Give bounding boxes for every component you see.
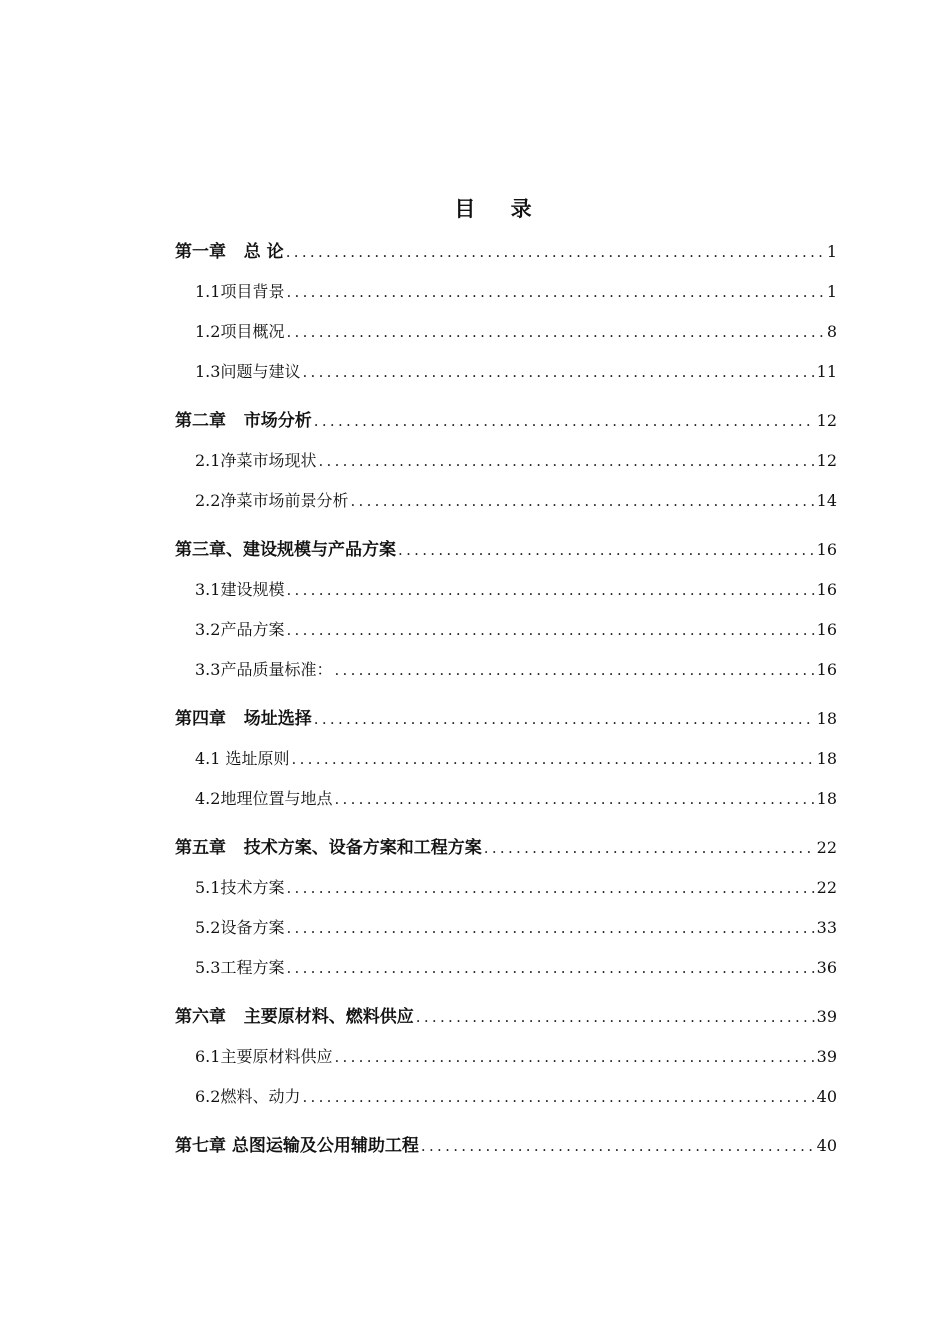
toc-page-number: 14 — [815, 481, 837, 521]
toc-section-3-1[interactable] — [175, 570, 837, 610]
toc-entry-label: 1.1项目背景 — [195, 272, 286, 312]
toc-page-number: 18 — [815, 699, 837, 739]
toc-section-3-3[interactable] — [175, 650, 837, 690]
toc-page-number: 18 — [815, 739, 837, 779]
dot-leader — [302, 1077, 814, 1117]
toc-section-2-2[interactable] — [175, 481, 837, 521]
toc-entry-label: 6.1主要原材料供应 — [195, 1037, 334, 1077]
dot-leader — [350, 481, 814, 521]
toc-entry-label: 6.2燃料、动力 — [195, 1077, 302, 1117]
dot-leader — [334, 650, 814, 690]
toc-page-number: 16 — [815, 570, 837, 610]
dot-leader — [286, 570, 814, 610]
toc-title: 目 录 — [454, 196, 546, 221]
toc-entry-label: 5.3工程方案 — [195, 948, 286, 988]
toc-section-4-2[interactable] — [175, 779, 837, 819]
dot-leader — [286, 232, 825, 272]
toc-page-number: 1 — [825, 232, 837, 272]
toc-chapter-5[interactable] — [175, 828, 837, 868]
toc-entry-label: 第六章 主要原材料、燃料供应 — [175, 997, 416, 1037]
toc-section-3-2[interactable] — [175, 610, 837, 650]
toc-page-number: 22 — [815, 828, 837, 868]
toc-section-1-2[interactable] — [175, 312, 837, 352]
dot-leader — [302, 352, 814, 392]
toc-chapter-3[interactable] — [175, 530, 837, 570]
toc-page-number: 8 — [825, 312, 837, 352]
dot-leader — [416, 997, 815, 1037]
toc-entry-label: 第七章 总图运输及公用辅助工程 — [175, 1126, 421, 1166]
toc-page-number: 39 — [815, 1037, 837, 1077]
toc-page-number: 16 — [815, 650, 837, 690]
toc-entry-label: 5.1技术方案 — [195, 868, 286, 908]
toc-entry-label: 第四章 场址选择 — [175, 699, 314, 739]
toc-entry-label: 2.1净菜市场现状 — [195, 441, 318, 481]
dot-leader — [286, 272, 824, 312]
toc-section-2-1[interactable] — [175, 441, 837, 481]
toc-page-number: 11 — [815, 352, 837, 392]
toc-entry-label: 3.2产品方案 — [195, 610, 286, 650]
dot-leader — [286, 312, 824, 352]
dot-leader — [292, 739, 815, 779]
table-of-contents — [175, 232, 837, 1166]
toc-chapter-6[interactable] — [175, 997, 837, 1037]
toc-section-5-2[interactable] — [175, 908, 837, 948]
toc-page-number: 33 — [815, 908, 837, 948]
toc-page-number: 40 — [815, 1077, 837, 1117]
toc-page-number: 16 — [815, 530, 837, 570]
dot-leader — [314, 401, 815, 441]
toc-entry-label: 第五章 技术方案、设备方案和工程方案 — [175, 828, 484, 868]
dot-leader — [484, 828, 815, 868]
toc-page-number: 12 — [815, 441, 837, 481]
dot-leader — [286, 948, 814, 988]
toc-section-5-3[interactable] — [175, 948, 837, 988]
dot-leader — [318, 441, 814, 481]
dot-leader — [286, 868, 814, 908]
toc-entry-label: 3.3产品质量标准： — [195, 650, 334, 690]
toc-page-number: 40 — [815, 1126, 837, 1166]
dot-leader — [398, 530, 815, 570]
toc-page-number: 1 — [825, 272, 837, 312]
toc-entry-label: 1.2项目概况 — [195, 312, 286, 352]
dot-leader — [334, 1037, 814, 1077]
toc-page-number: 36 — [815, 948, 837, 988]
toc-entry-label: 第二章 市场分析 — [175, 401, 314, 441]
toc-chapter-1[interactable] — [175, 232, 837, 272]
toc-chapter-4[interactable] — [175, 699, 837, 739]
dot-leader — [334, 779, 814, 819]
toc-entry-label: 1.3问题与建议 — [195, 352, 302, 392]
toc-entry-label: 2.2净菜市场前景分析 — [195, 481, 350, 521]
toc-page-number: 39 — [815, 997, 837, 1037]
toc-page-number: 12 — [815, 401, 837, 441]
toc-section-6-2[interactable] — [175, 1077, 837, 1117]
toc-entry-label: 4.2地理位置与地点 — [195, 779, 334, 819]
toc-entry-label: 5.2设备方案 — [195, 908, 286, 948]
toc-entry-label: 4.1 选址原则 — [195, 739, 292, 779]
dot-leader — [286, 610, 814, 650]
toc-page-number: 22 — [815, 868, 837, 908]
toc-chapter-2[interactable] — [175, 401, 837, 441]
dot-leader — [314, 699, 815, 739]
toc-section-5-1[interactable] — [175, 868, 837, 908]
toc-section-4-1[interactable] — [175, 739, 837, 779]
toc-entry-label: 3.1建设规模 — [195, 570, 286, 610]
toc-section-1-1[interactable] — [175, 272, 837, 312]
dot-leader — [421, 1126, 815, 1166]
toc-section-1-3[interactable] — [175, 352, 837, 392]
toc-section-6-1[interactable] — [175, 1037, 837, 1077]
toc-entry-label: 第一章 总 论 — [175, 232, 286, 272]
toc-page-number: 16 — [815, 610, 837, 650]
dot-leader — [286, 908, 814, 948]
toc-entry-label: 第三章、建设规模与产品方案 — [175, 530, 398, 570]
toc-page-number: 18 — [815, 779, 837, 819]
toc-chapter-7[interactable] — [175, 1126, 837, 1166]
